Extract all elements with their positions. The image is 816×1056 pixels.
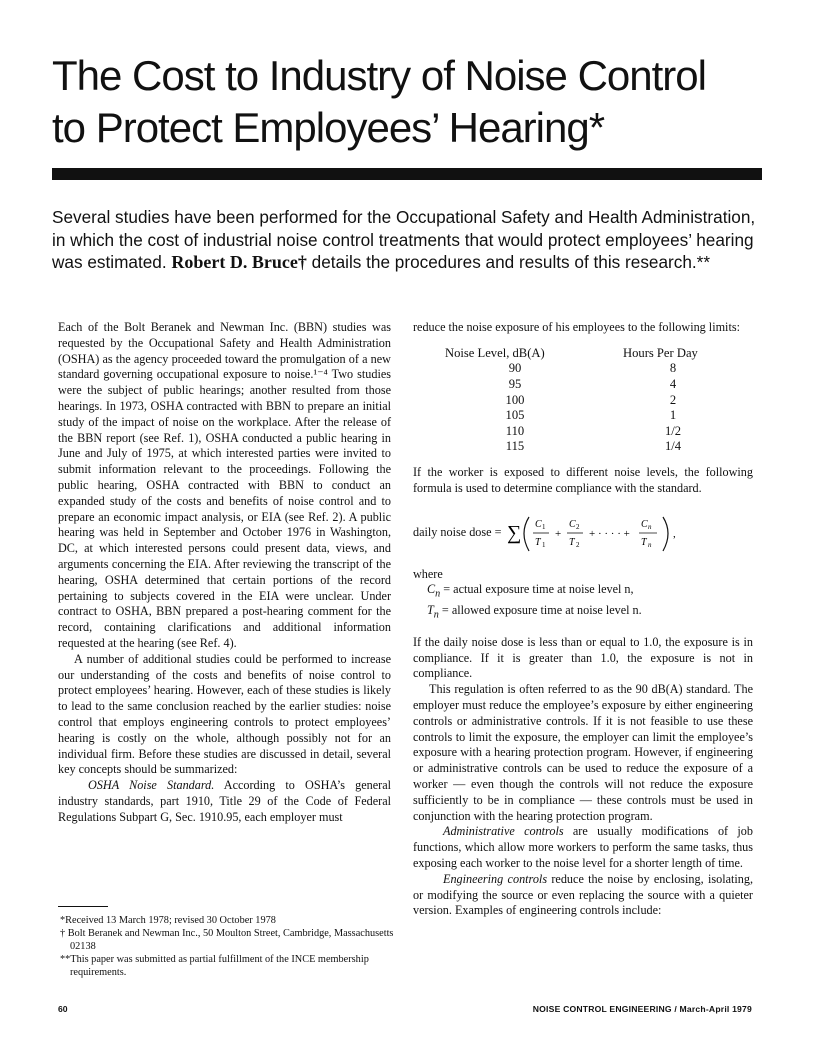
svg-text:+ · · · · +: + · · · · + xyxy=(589,527,631,540)
right-column xyxy=(413,320,753,919)
svg-text:T: T xyxy=(641,536,648,548)
table-row xyxy=(445,377,733,393)
noise-level-cell: 105 xyxy=(505,408,525,423)
table-row xyxy=(445,393,733,409)
svg-text:1: 1 xyxy=(542,540,546,549)
footnotes xyxy=(60,914,395,979)
svg-text:∑: ∑ xyxy=(507,521,522,544)
formula-expression xyxy=(505,511,725,555)
footnote-received: *Received 13 March 1978; revised 30 October 1978 xyxy=(60,915,276,926)
table-row xyxy=(445,361,733,377)
svg-text:+: + xyxy=(555,527,562,540)
hours-cell: 8 xyxy=(669,361,677,376)
footnote-rule xyxy=(58,906,108,907)
admin-controls-text: are usually modifications of job functions, which allow more workers to perform the same tasks, thus exposing each worker to the noise level for a shorter length of time. xyxy=(413,824,753,870)
svg-text:,: , xyxy=(673,527,677,540)
svg-text:C: C xyxy=(535,518,543,530)
lede-text: Several studies have been performed for the Occupational Safety and Health Administration, in which the cost of industrial noise control treatments that would protect employees’ hearing was estimated. xyxy=(52,207,756,272)
paragraph-3 xyxy=(58,778,391,825)
admin-controls-term: Administrative controls xyxy=(443,824,564,839)
table-body xyxy=(445,361,733,455)
svg-text:C: C xyxy=(569,518,577,530)
noise-level-cell: 95 xyxy=(508,376,522,391)
definition-t-text: = allowed exposure time at noise level n. xyxy=(441,602,642,617)
table-row xyxy=(445,424,733,440)
noise-standard-heading: OSHA Noise Standard. xyxy=(88,778,215,793)
author-name: Robert D. Bruce† xyxy=(171,252,307,272)
table-header-hours: Hours Per Day xyxy=(623,345,698,360)
formula-definitions xyxy=(427,582,753,622)
lede-tail: details the procedures and results of this research.** xyxy=(311,252,711,272)
svg-text:n: n xyxy=(648,522,652,531)
compliance-paragraph: If the daily noise dose is less than or equal to 1.0, the exposure is in compliance. If it is greater than 1.0, the exposure is not in compliance. xyxy=(413,634,753,681)
paragraph-3-text: According to OSHA’s general industry standards, part 1910, Title 29 of the Code of Federal Regulations Subpart G, Sec. 1910.95, each employer must xyxy=(58,778,391,824)
svg-text:T: T xyxy=(569,536,576,548)
where-label: where xyxy=(413,566,443,581)
lede-paragraph xyxy=(52,206,767,274)
svg-text:n: n xyxy=(648,540,652,549)
noise-level-cell: 115 xyxy=(505,439,525,454)
footnote-affiliation: † Bolt Beranek and Newman Inc., 50 Moulton Street, Cambridge, Massachusetts 02138 xyxy=(60,928,394,952)
paragraph-2: A number of additional studies could be performed to increase our understanding of the costs and benefits of noise control to protect employees’ hearing. However, each of these studies is likely to lead to the same conclusion reached by the earlier studies: noise control that employs engineering controls to protect employees’ hearing is costly on the whole, although possibly not for an individual firm. Before these studies are discussed in detail, several key concepts should be summarized: xyxy=(58,651,391,777)
noise-dose-formula xyxy=(413,511,753,555)
noise-level-cell: 90 xyxy=(508,361,522,376)
hours-cell: 1/2 xyxy=(664,423,682,438)
hours-cell: 1/4 xyxy=(664,439,682,454)
noise-level-cell: 100 xyxy=(505,392,525,407)
left-column xyxy=(58,320,391,826)
hours-cell: 4 xyxy=(669,376,677,391)
title-line-1: The Cost to Industry of Noise Control xyxy=(52,52,706,99)
noise-level-cell: 110 xyxy=(505,423,525,438)
svg-text:1: 1 xyxy=(542,522,546,531)
table-row xyxy=(445,408,733,424)
article-title xyxy=(52,50,792,154)
definition-t xyxy=(427,603,753,623)
symbol-t: $T_n$ xyxy=(427,602,439,621)
right-intro: reduce the noise exposure of his employees to the following limits: xyxy=(413,320,740,334)
svg-text:2: 2 xyxy=(576,522,580,531)
hours-cell: 1 xyxy=(669,408,677,423)
engineering-controls-paragraph xyxy=(413,872,753,919)
definition-c-text: = actual exposure time at noise level n, xyxy=(443,582,634,597)
table-header-level: Noise Level, dB(A) xyxy=(445,345,545,360)
svg-text:2: 2 xyxy=(576,540,580,549)
formula-intro: If the worker is exposed to different noise levels, the following formula is used to determine compliance with the standard. xyxy=(413,464,753,495)
hours-cell: 2 xyxy=(669,392,677,407)
noise-limits-table xyxy=(445,346,733,455)
admin-controls-paragraph xyxy=(413,824,753,871)
paragraph-1: Each of the Bolt Beranek and Newman Inc. (BBN) studies was requested by the Occupational Safety and Health Administration (OSHA) as the agency proceeded toward the promulgation of a new standard governing occupational exposure to noise.¹⁻⁴ Two studies were the subject of public hearings; another resulted from those hearings. In 1973, OSHA contracted with BBN to prepare an initial study of the impact of noise on the workplace. After the release of the BBN report (see Ref. 1), OSHA conducted a public hearing in June and July of 1975, at which interested parties were invited to submit information relevant to the proceedings. Following the public hearing, OSHA contracted with BBN to conduct an expanded study of the costs and benefits of noise control and to prepare an economic impact analysis, or EIA (see Ref. 2). A public hearing was held in September and October 1976 in Washington, DC, at which interested persons could present data, views, and arguments concerning the EIA. After reviewing the transcript of the hearing, OSHA determined that certain portions of the record pertaining to subjects covered in the EIA were unclear. Under contract to OSHA, BBN prepared a post-hearing comment for the record, containing clarifications and additional information requested at the hearing (see Ref. 4). xyxy=(58,320,391,650)
definition-c xyxy=(427,582,753,602)
journal-footer: NOISE CONTROL ENGINEERING / March-April 1979 xyxy=(532,1004,752,1014)
engineering-controls-term: Engineering controls xyxy=(443,871,548,886)
table-row xyxy=(445,439,733,455)
page-number: 60 xyxy=(58,1004,68,1014)
title-line-2: to Protect Employees’ Hearing* xyxy=(52,104,605,151)
regulation-paragraph: This regulation is often referred to as the 90 dB(A) standard. The employer must reduce the employee’s exposure by either engineering controls or administrative controls. If it is not feasible to use these controls to limit the exposure, the employer can limit the employee’s exposure with a hearing protection program. However, if engineering or administrative controls can be used to reduce the exposure of a worker — even though the controls will not reduce the exposure sufficiently to be in compliance — these controls must be used in conjunction with the hearing protection program. xyxy=(413,682,753,823)
footnote-submission: **This paper was submitted as partial fulfillment of the INCE membership requirements. xyxy=(60,954,369,978)
symbol-c: $C_n$ xyxy=(427,582,441,600)
svg-text:T: T xyxy=(535,536,542,548)
svg-text:C: C xyxy=(641,518,649,530)
title-rule xyxy=(52,168,762,180)
engineering-controls-text: reduce the noise by enclosing, isolating, or modifying the source or even replacing the source with a quieter version. Examples of engineering controls include: xyxy=(413,871,753,918)
formula-label: daily noise dose = xyxy=(413,524,502,539)
